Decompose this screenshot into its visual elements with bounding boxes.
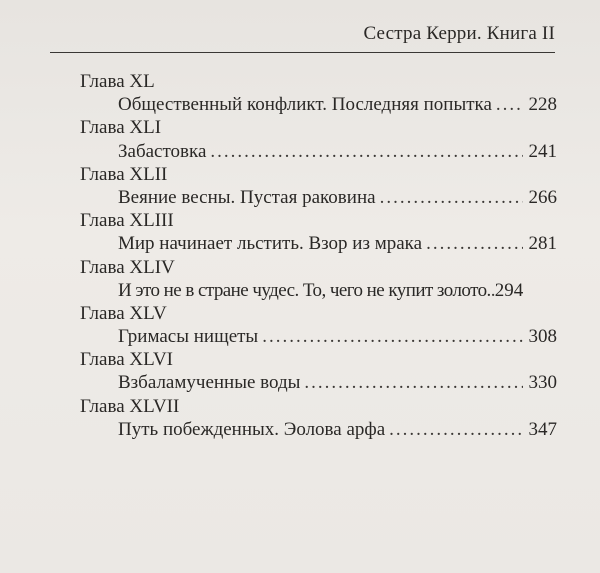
dot-leader bbox=[496, 93, 523, 116]
dot-leader bbox=[389, 418, 522, 441]
toc-entry bbox=[118, 140, 557, 163]
dot-leader bbox=[304, 371, 522, 394]
chapter-heading: Глава XLVI bbox=[80, 349, 174, 371]
toc-page-number: 281 bbox=[528, 233, 557, 255]
toc-entry-title: Забастовка bbox=[118, 140, 207, 162]
toc-page-number: 228 bbox=[528, 94, 557, 116]
chapter-heading: Глава XL bbox=[80, 71, 155, 92]
toc-entry-title: Веяние весны. Пустая раковина bbox=[118, 186, 376, 208]
chapter-heading: Глава XLV bbox=[80, 302, 167, 324]
dot-leader bbox=[380, 186, 523, 209]
toc-entry bbox=[118, 325, 557, 348]
table-of-contents bbox=[80, 70, 557, 441]
chapter-heading: Глава XLVII bbox=[80, 395, 180, 417]
dot-leader bbox=[210, 140, 522, 163]
chapter-heading: Глава XLII bbox=[80, 163, 168, 185]
toc-page-number: 308 bbox=[528, 326, 557, 348]
toc-page-number: 294 bbox=[494, 279, 524, 301]
toc-page-number: 330 bbox=[528, 372, 557, 394]
toc-entry-title: Мир начинает льстить. Взор из мрака bbox=[118, 233, 423, 255]
toc-entry bbox=[118, 418, 557, 441]
toc-page-number: 266 bbox=[528, 186, 557, 208]
toc-entry-title: И это не в стране чудес. То, чего не купит золото. bbox=[118, 279, 491, 301]
toc-entry bbox=[118, 186, 557, 209]
toc-entry-title: Взбаламученные воды bbox=[118, 372, 301, 394]
toc-page-number: 347 bbox=[528, 418, 557, 440]
dot-leader bbox=[262, 325, 522, 348]
chapter-heading: Глава XLI bbox=[80, 117, 162, 139]
toc-entry-title: Путь побежденных. Эолова арфа bbox=[118, 418, 386, 440]
toc-page-number: 241 bbox=[528, 140, 557, 162]
toc-entry bbox=[118, 232, 557, 255]
chapter-heading: Глава XLIV bbox=[80, 256, 175, 278]
toc-entry bbox=[118, 279, 557, 302]
toc-entry-title: Общественный конфликт. Последняя попытка bbox=[118, 94, 492, 116]
toc-entry bbox=[118, 371, 557, 394]
chapter-heading: Глава XLIII bbox=[80, 210, 174, 232]
running-header: Сестра Керри. Книга II bbox=[363, 23, 555, 44]
toc-entry-title: Гримасы нищеты bbox=[118, 326, 259, 348]
toc-entry bbox=[118, 93, 557, 116]
header-rule bbox=[50, 52, 555, 53]
dot-leader bbox=[426, 232, 522, 255]
